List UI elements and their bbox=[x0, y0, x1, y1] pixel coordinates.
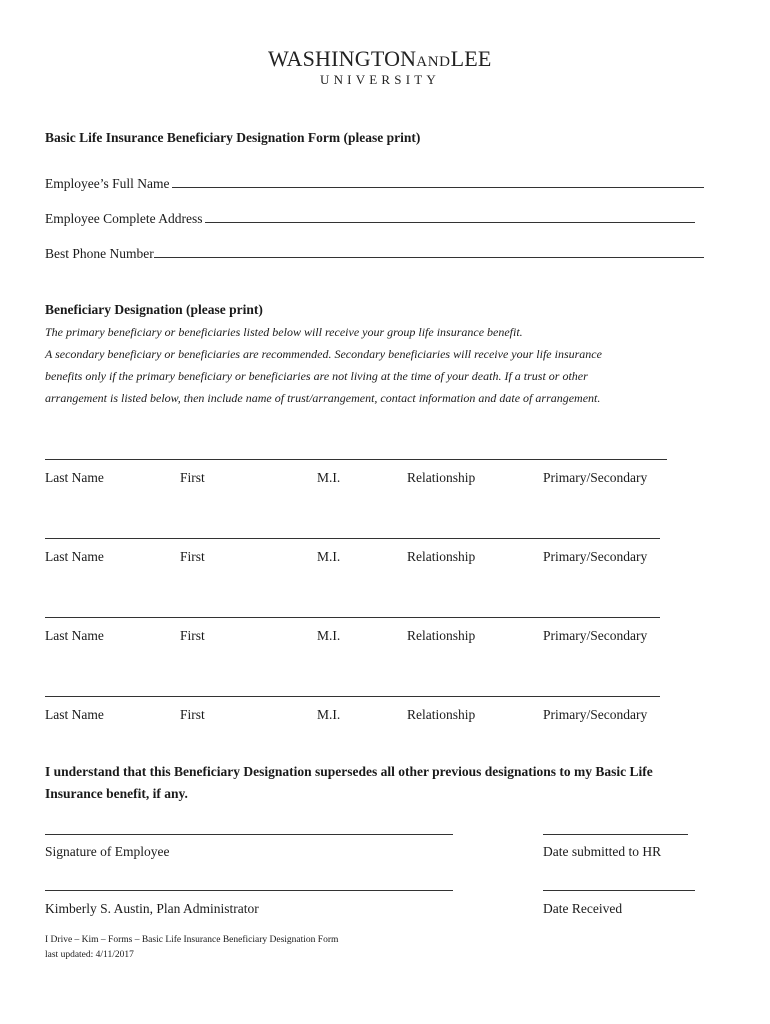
logo-washington: WASHINGTON bbox=[268, 46, 417, 71]
beneficiary-line-3[interactable] bbox=[45, 617, 660, 618]
acknowledgement-line: Insurance benefit, if any. bbox=[45, 786, 188, 801]
beneficiary-heading: Beneficiary Designation (please print) bbox=[45, 302, 263, 317]
administrator-label: Kimberly S. Austin, Plan Administrator bbox=[45, 901, 259, 916]
employee-address-field[interactable] bbox=[45, 210, 695, 227]
beneficiary-line-2[interactable] bbox=[45, 538, 660, 539]
employee-signature-line[interactable] bbox=[45, 834, 453, 835]
form-title: Basic Life Insurance Beneficiary Designation Form (please print) bbox=[45, 130, 421, 145]
administrator-signature-line[interactable] bbox=[45, 890, 453, 891]
employee-address-label: Employee Complete Address bbox=[45, 211, 203, 226]
employee-name-line[interactable] bbox=[172, 175, 704, 188]
instruction-line: The primary beneficiary or beneficiaries listed below will receive your group life insurance benefit. bbox=[45, 325, 523, 339]
date-submitted-label: Date submitted to HR bbox=[543, 844, 662, 859]
col-primary-secondary: Primary/Secondary bbox=[543, 549, 648, 564]
col-primary-secondary: Primary/Secondary bbox=[543, 707, 648, 722]
col-first: First bbox=[180, 549, 205, 564]
employee-name-field[interactable] bbox=[45, 175, 704, 192]
phone-number-label: Best Phone Number bbox=[45, 246, 154, 261]
acknowledgement-line: I understand that this Beneficiary Designation supersedes all other previous designations to my Basic Life bbox=[45, 764, 653, 779]
col-mi: M.I. bbox=[317, 707, 341, 722]
col-relationship: Relationship bbox=[407, 470, 476, 485]
employee-name-label: Employee’s Full Name bbox=[45, 176, 170, 191]
col-relationship: Relationship bbox=[407, 628, 476, 643]
col-mi: M.I. bbox=[317, 628, 341, 643]
col-first: First bbox=[180, 707, 205, 722]
col-relationship: Relationship bbox=[407, 549, 476, 564]
footer-updated: last updated: 4/11/2017 bbox=[45, 950, 134, 960]
instruction-line: arrangement is listed below, then include name of trust/arrangement, contact information and date of arrangement. bbox=[45, 391, 601, 405]
instruction-line: benefits only if the primary beneficiary or beneficiaries are not living at the time of your death. If a trust or other bbox=[45, 369, 588, 383]
col-primary-secondary: Primary/Secondary bbox=[543, 470, 648, 485]
col-primary-secondary: Primary/Secondary bbox=[543, 628, 648, 643]
phone-number-line[interactable] bbox=[154, 245, 704, 258]
col-relationship: Relationship bbox=[407, 707, 476, 722]
beneficiary-line-1[interactable] bbox=[45, 459, 667, 460]
col-first: First bbox=[180, 628, 205, 643]
date-received-line[interactable] bbox=[543, 890, 695, 891]
col-last-name: Last Name bbox=[45, 707, 104, 722]
logo-university: UNIVERSITY bbox=[320, 72, 440, 87]
footer-path: I Drive – Kim – Forms – Basic Life Insurance Beneficiary Designation Form bbox=[45, 935, 339, 945]
logo-and: AND bbox=[416, 54, 451, 70]
date-submitted-line[interactable] bbox=[543, 834, 688, 835]
employee-signature-label: Signature of Employee bbox=[45, 844, 170, 859]
col-mi: M.I. bbox=[317, 470, 341, 485]
employee-address-line[interactable] bbox=[205, 210, 695, 223]
instruction-line: A secondary beneficiary or beneficiaries are recommended. Secondary beneficiaries will receive your life insurance bbox=[45, 347, 602, 361]
beneficiary-line-4[interactable] bbox=[45, 696, 660, 697]
date-received-label: Date Received bbox=[543, 901, 623, 916]
col-last-name: Last Name bbox=[45, 549, 104, 564]
phone-number-field[interactable] bbox=[45, 245, 704, 262]
col-first: First bbox=[180, 470, 205, 485]
logo-lee: LEE bbox=[450, 46, 492, 71]
col-mi: M.I. bbox=[317, 549, 341, 564]
col-last-name: Last Name bbox=[45, 628, 104, 643]
university-logo bbox=[268, 46, 492, 72]
col-last-name: Last Name bbox=[45, 470, 104, 485]
